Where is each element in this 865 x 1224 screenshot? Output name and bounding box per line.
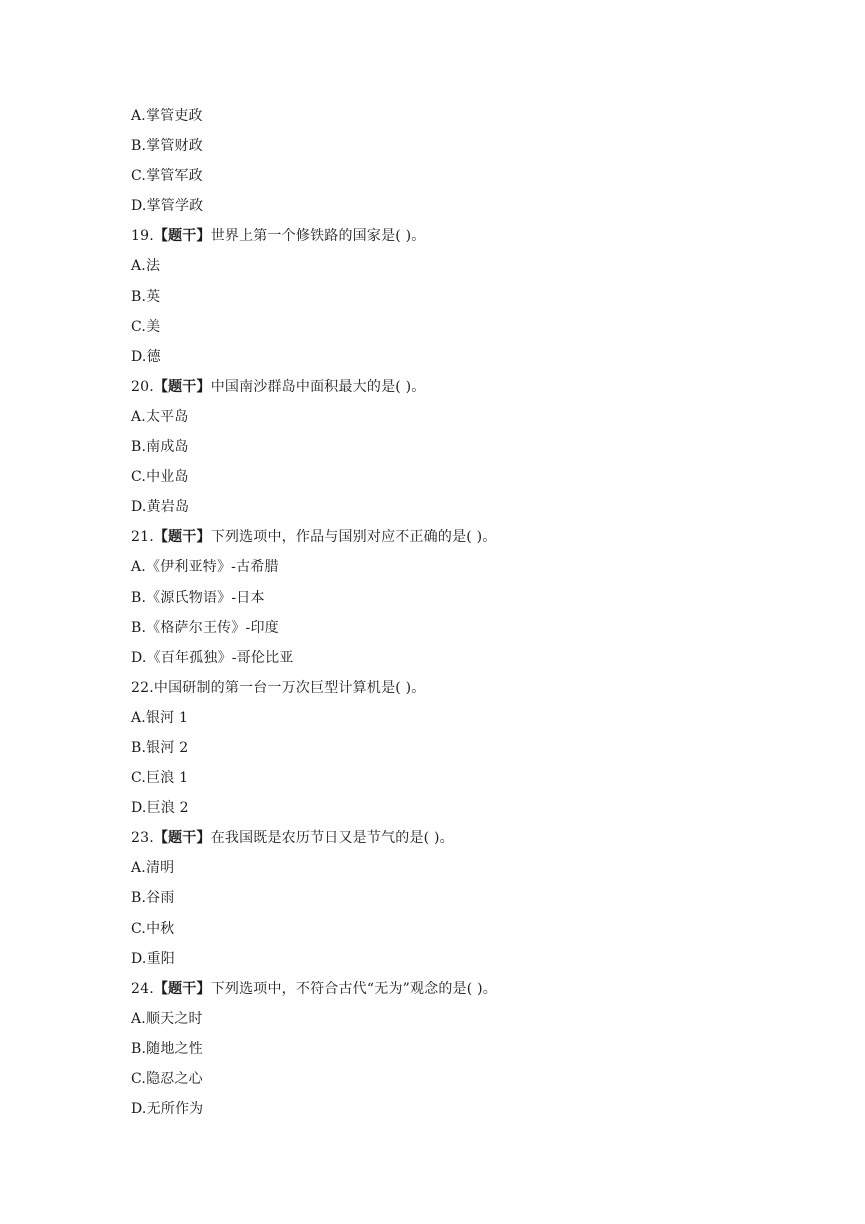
answer-option: A.法 [131, 258, 161, 275]
answer-option: B.南成岛 [131, 439, 189, 456]
question-stem [131, 221, 751, 251]
answer-option: C.美 [131, 318, 161, 335]
answer-option: C.中业岛 [131, 469, 189, 486]
answer-option: B.《格萨尔王传》-印度 [131, 619, 279, 636]
question-number: 24. [131, 980, 154, 997]
answer-option: C.掌管军政 [131, 168, 203, 185]
question-tag: 【题干】 [153, 529, 211, 546]
answer-option: D.黄岩岛 [131, 499, 190, 516]
answer-option: C.隐忍之心 [131, 1071, 203, 1087]
question-text: 世界上第一个修铁路的国家是( )。 [210, 228, 426, 245]
question-text: 下列选项中，不符合古代“无为”观念的是( )。 [210, 980, 497, 997]
question-number: 21. [131, 529, 154, 546]
answer-option: C.中秋 [131, 920, 175, 937]
question-text: 中国研制的第一台一万次巨型计算机是( )。 [153, 679, 426, 696]
answer-option: D.重阳 [131, 950, 175, 967]
answer-option: B.《源氏物语》-日本 [131, 589, 265, 606]
answer-option: B.随地之性 [131, 1040, 203, 1057]
answer-option: D.掌管学政 [131, 198, 204, 215]
answer-option: D.巨浪 2 [131, 800, 189, 817]
question-stem [131, 974, 751, 1004]
answer-option: B.银河 2 [131, 739, 189, 756]
question-stem [131, 673, 751, 703]
question-number: 23. [131, 830, 154, 847]
answer-option: C.巨浪 1 [131, 770, 189, 787]
question-stem [131, 522, 751, 552]
answer-option: A.清明 [131, 860, 175, 877]
question-tag: 【题干】 [153, 980, 211, 997]
answer-option: D.无所作为 [131, 1101, 204, 1118]
answer-option: A.顺天之时 [131, 1010, 203, 1027]
question-tag: 【题干】 [153, 378, 211, 395]
question-text: 在我国既是农历节日又是节气的是( )。 [210, 830, 454, 847]
question-number: 20. [131, 378, 154, 395]
question-tag: 【题干】 [153, 830, 211, 847]
question-text: 中国南沙群岛中面积最大的是( )。 [210, 378, 426, 395]
question-tag: 【题干】 [153, 228, 211, 245]
question-number: 22. [131, 679, 154, 696]
question-stem [131, 372, 751, 402]
answer-option: B.谷雨 [131, 890, 175, 907]
answer-option: A.银河 1 [131, 709, 189, 726]
question-stem [131, 823, 751, 853]
question-text: 下列选项中，作品与国别对应不正确的是( )。 [210, 529, 497, 546]
question-list [131, 101, 751, 1124]
answer-option: B.掌管财政 [131, 138, 203, 155]
answer-option: A.掌管吏政 [131, 108, 203, 124]
answer-option: A.太平岛 [131, 408, 189, 425]
question-number: 19. [131, 228, 154, 245]
answer-option: B.英 [131, 288, 161, 305]
answer-option: D.德 [131, 348, 161, 365]
answer-option: A.《伊利亚特》-古希腊 [131, 559, 279, 576]
answer-option: D.《百年孤独》-哥伦比亚 [131, 649, 294, 666]
